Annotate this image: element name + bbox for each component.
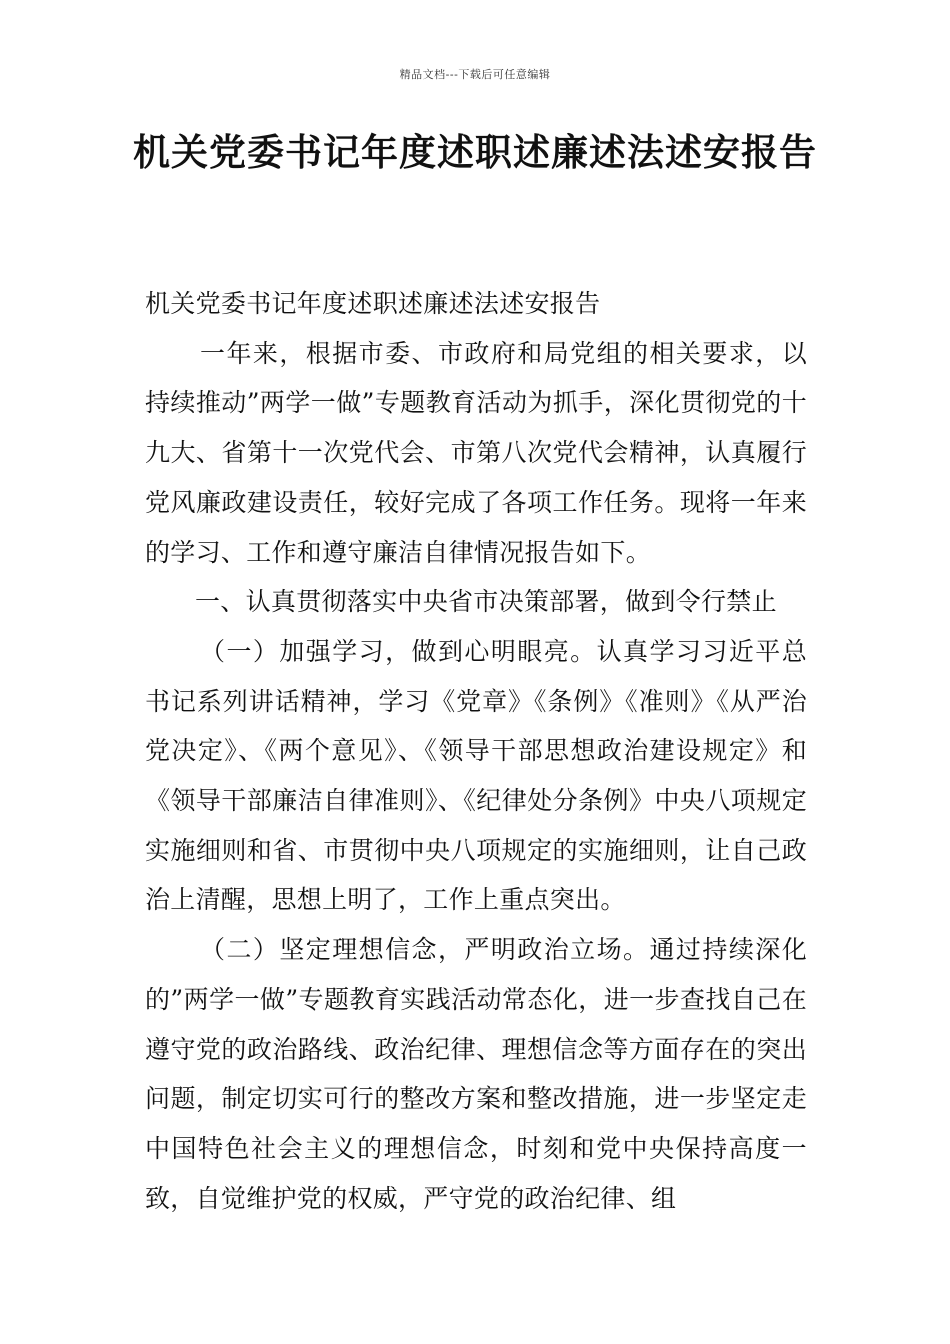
- subtitle-paragraph: 机关党委书记年度述职述廉述法述安报告: [145, 289, 601, 318]
- document-body: [145, 279, 807, 1223]
- section-heading: 一、认真贯彻落实中央省市决策部署，做到令行禁止: [195, 587, 777, 617]
- document-title: 机关党委书记年度述职述廉述法述安报告: [133, 131, 817, 174]
- header-note: 精品文档---下载后可任意编辑: [399, 68, 551, 81]
- body-paragraph: （二）坚定理想信念，严明政治立场。通过持续深化的”两学一做”专题教育实践活动常态化，进一步查找自己在遵守党的政治路线、政治纪律、理想信念等方面存在的突出问题，制定切实可行的整改方案和整改措施，进一步坚定走中国特色社会主义的理想信念，时刻和党中央保持高度一致，自觉维护党的权威，严守党的政治纪律、组: [145, 935, 807, 1213]
- body-paragraph: （一）加强学习，做到心明眼亮。认真学习习近平总书记系列讲话精神，学习《党章》《条例》《准则》《从严治党决定》、《两个意见》、《领导干部思想政治建设规定》和《领导干部廉洁自律准则》、《纪律处分条例》中央八项规定实施细则和省、市贯彻中央八项规定的实施细则，让自己政治上清醒，思想上明了，工作上重点突出。: [145, 636, 807, 915]
- intro-paragraph: 一年来，根据市委、市政府和局党组的相关要求，以持续推动”两学一做”专题教育活动为抓手，深化贯彻党的十九大、省第十一次党代会、市第八次党代会精神，认真履行党风廉政建设责任，较好完成了各项工作任务。现将一年来的学习、工作和遵守廉洁自律情况报告如下。: [145, 338, 807, 567]
